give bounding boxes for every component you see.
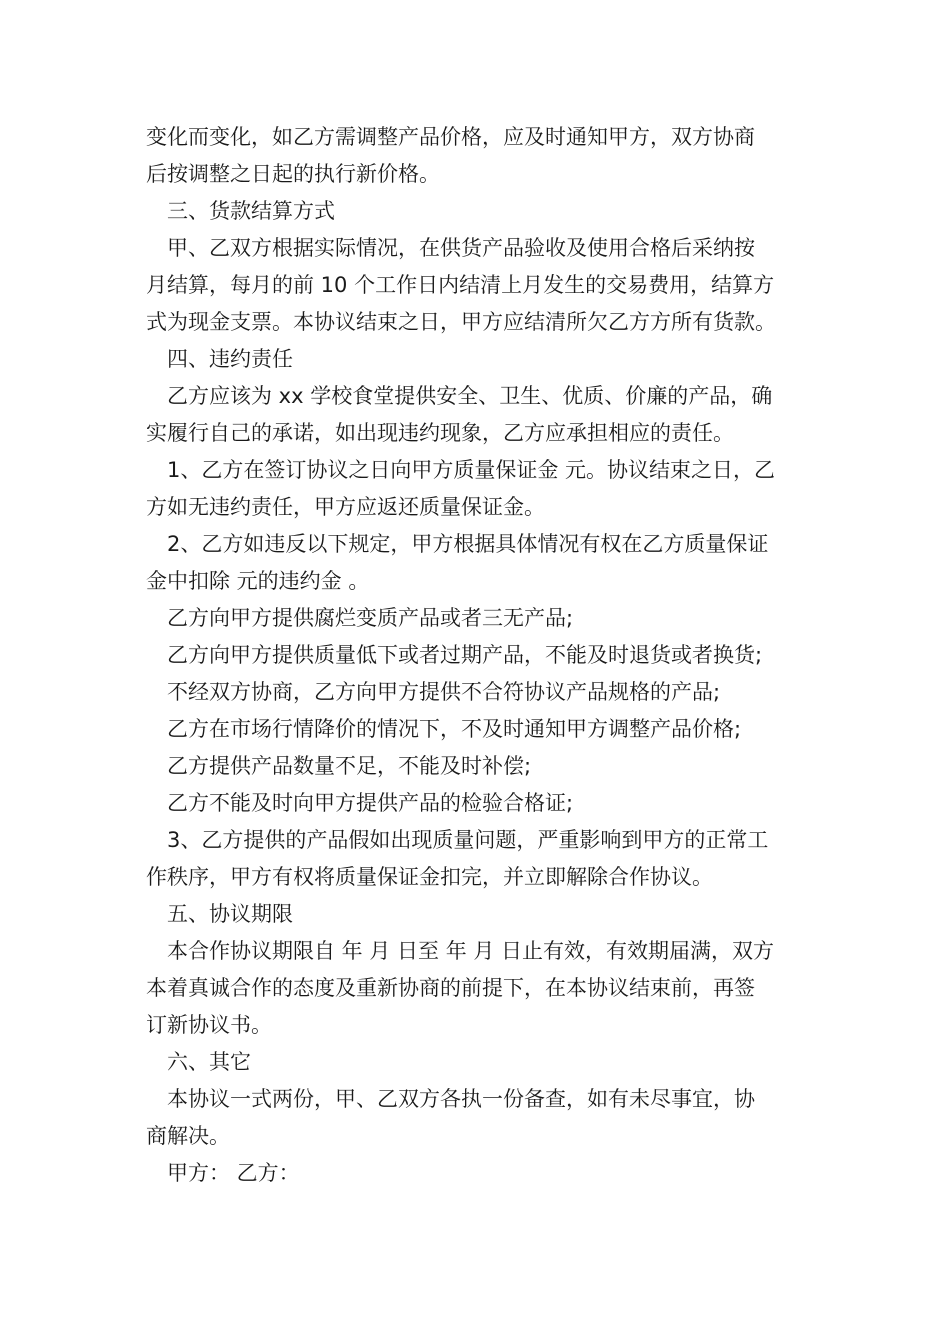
text-line: 商解决。 (146, 1124, 230, 1148)
section-heading: 六、其它 (146, 1050, 251, 1074)
list-item: 乙方向甲方提供腐烂变质产品或者三无产品; (146, 606, 574, 630)
list-item: 乙方不能及时向甲方提供产品的检验合格证; (146, 791, 574, 815)
text-line: 甲、乙双方根据实际情况，在供货产品验收及使用合格后采纳按 (146, 236, 755, 260)
text-line: 作秩序，甲方有权将质量保证金扣完，并立即解除合作协议。 (146, 865, 713, 889)
text-line: 3、乙方提供的产品假如出现质量问题，严重影响到甲方的正常工 (146, 828, 769, 852)
list-item: 不经双方协商，乙方向甲方提供不合符协议产品规格的产品; (146, 680, 721, 704)
text-line: 2、乙方如违反以下规定，甲方根据具体情况有权在乙方质量保证 (146, 532, 769, 556)
text-line: 变化而变化，如乙方需调整产品价格，应及时通知甲方，双方协商 (146, 125, 755, 149)
text-line: 月结算，每月的前 10 个工作日内结清上月发生的交易费用，结算方 (146, 273, 775, 297)
signature-line: 甲方： 乙方： (146, 1161, 300, 1185)
text-line: 本协议一式两份，甲、乙双方各执一份备查，如有未尽事宜，协 (146, 1087, 755, 1111)
section-heading: 四、违约责任 (146, 347, 293, 371)
text-line: 本着真诚合作的态度及重新协商的前提下，在本协议结束前，再签 (146, 976, 755, 1000)
section-heading: 三、货款结算方式 (146, 199, 335, 223)
list-item: 乙方提供产品数量不足，不能及时补偿; (146, 754, 532, 778)
section-heading: 五、协议期限 (146, 902, 293, 926)
text-line: 金中扣除 元的违约金 。 (146, 569, 370, 593)
text-line: 订新协议书。 (146, 1013, 272, 1037)
list-item: 乙方向甲方提供质量低下或者过期产品，不能及时退货或者换货; (146, 643, 763, 667)
text-line: 乙方应该为 xx 学校食堂提供安全、卫生、优质、价廉的产品，确 (146, 384, 773, 408)
text-line: 1、乙方在签订协议之日向甲方质量保证金 元。协议结束之日，乙 (146, 458, 776, 482)
text-line: 实履行自己的承诺，如出现违约现象，乙方应承担相应的责任。 (146, 421, 734, 445)
text-line: 本合作协议期限自 年 月 日至 年 月 日止有效，有效期届满，双方 (146, 939, 775, 963)
text-line: 方如无违约责任，甲方应返还质量保证金。 (146, 495, 545, 519)
text-line: 式为现金支票。本协议结束之日，甲方应结清所欠乙方方所有货款。 (146, 310, 776, 334)
list-item: 乙方在市场行情降价的情况下，不及时通知甲方调整产品价格; (146, 717, 742, 741)
document-body (146, 119, 812, 1192)
text-line: 后按调整之日起的执行新价格。 (146, 162, 440, 186)
